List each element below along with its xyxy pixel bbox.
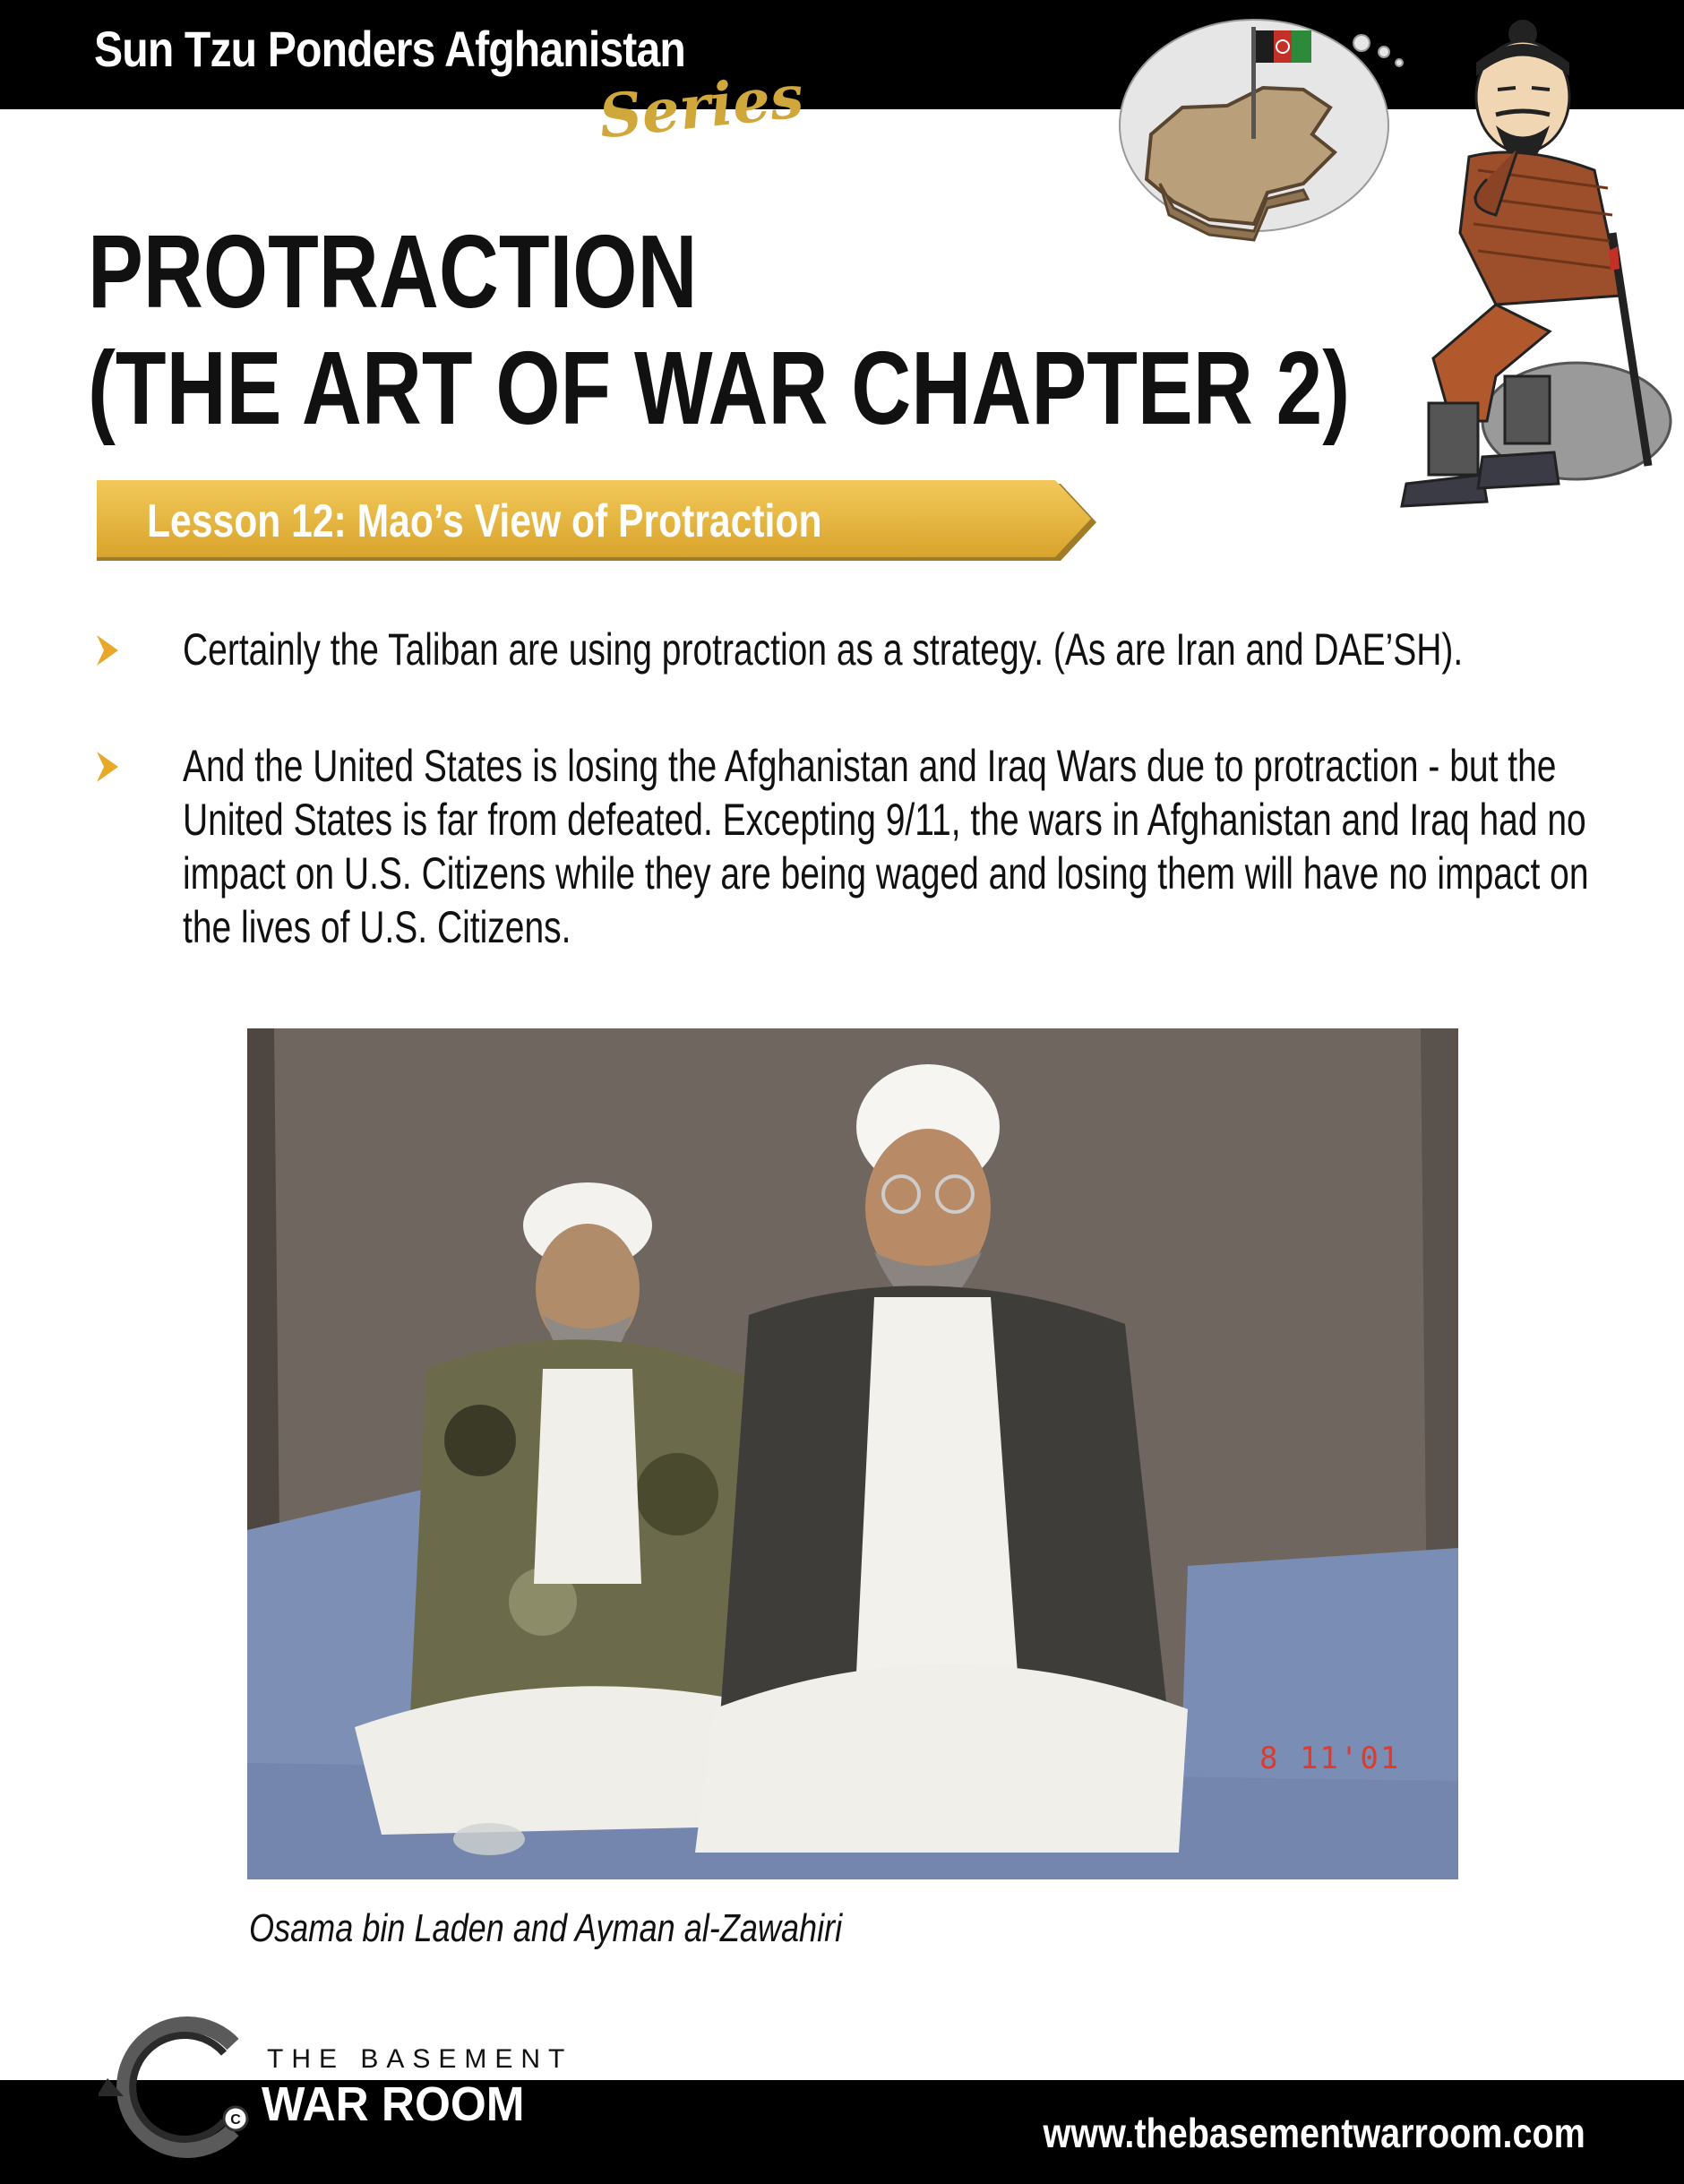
- logo-line-2: WAR ROOM: [262, 2077, 525, 2131]
- page-title-line-2: (THE ART OF WAR CHAPTER 2): [88, 330, 1351, 446]
- lesson-banner: [97, 480, 1100, 564]
- bullet-text: And the United States is losing the Afghanistan and Iraq Wars due to protraction - but the United States is far from defeated. Excepting 9/11, the wars in Afghanistan and Iraq had no impact on U.S. Citizens while they are being waged and losing them will have no impact on the lives of U.S. Citizens.: [183, 741, 1589, 952]
- logo-line-1: THE BASEMENT: [267, 2044, 573, 2074]
- chevron-right-icon: [95, 752, 118, 782]
- chevron-right-icon: [95, 635, 118, 666]
- page-title: [88, 213, 1350, 446]
- series-word: Series: [596, 61, 807, 152]
- series-title: Sun Tzu Ponders Afghanistan: [94, 21, 685, 77]
- logo-mark: C: [230, 2112, 241, 2128]
- lesson-label: Lesson 12: Mao’s View of Protraction: [147, 495, 822, 547]
- photo-caption: Osama bin Laden and Ayman al-Zawahiri: [249, 1906, 843, 1950]
- bullet-text: Certainly the Taliban are using protraction as a strategy. (As are Iran and DAE’SH).: [183, 624, 1464, 675]
- website-link[interactable]: www.thebasementwarroom.com: [1043, 2110, 1585, 2156]
- photo-timestamp: 8 11'01: [1259, 1741, 1401, 1776]
- cartoon-character-icon: [1402, 20, 1671, 506]
- photo: [247, 1028, 1458, 1879]
- page-title-line-1: PROTRACTION: [88, 213, 698, 330]
- basement-war-room-logo-icon: [99, 2007, 260, 2168]
